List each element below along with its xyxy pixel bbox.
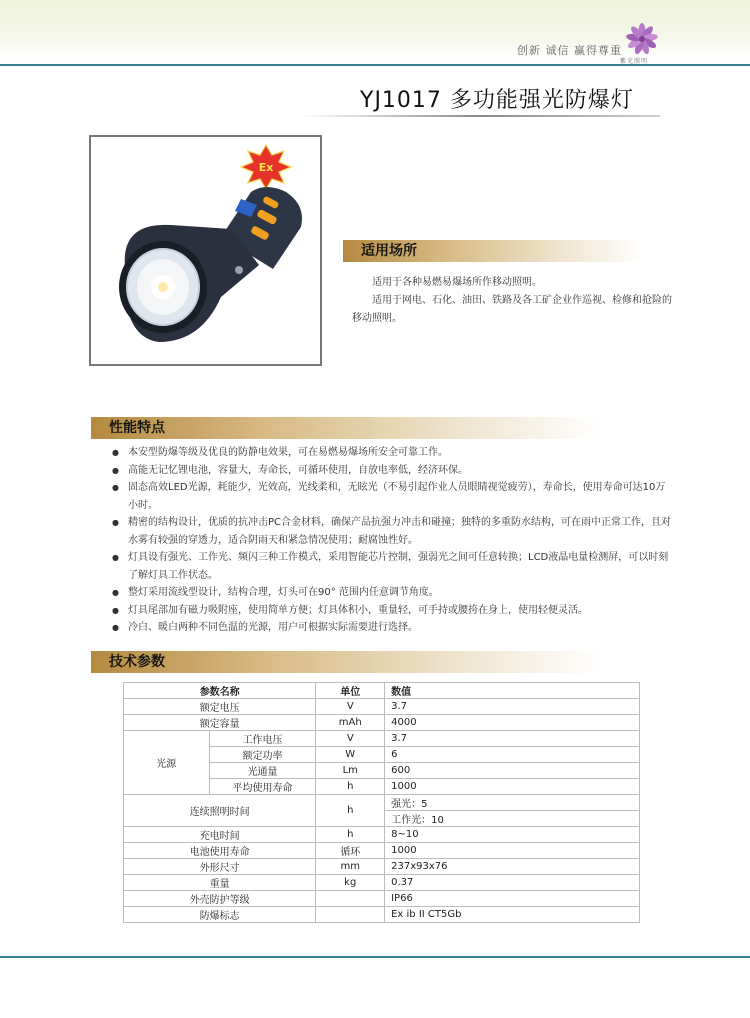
feature-item: ● 本安型防爆等级及优良的防静电效果，可在易燃易爆场所安全可靠工作。 [112, 444, 672, 462]
feature-item: ● 整灯采用流线型设计，结构合理，灯头可在90° 范围内任意调节角度。 [112, 584, 672, 602]
param-unit: V [316, 699, 385, 715]
param-value: 8~10 [385, 827, 640, 843]
param-name: 光通量 [209, 763, 316, 779]
param-value: 3.7 [385, 699, 640, 715]
footer-divider [0, 956, 750, 958]
spec-header-row [124, 683, 640, 699]
param-unit: Lm [316, 763, 385, 779]
feature-list [112, 444, 672, 637]
param-value-work: 工作光：10 [385, 811, 640, 827]
param-name: 平均使用寿命 [209, 779, 316, 795]
flower-logo-icon [625, 22, 659, 56]
feature-item: ● 高能无记忆锂电池，容量大，寿命长，可循环使用，自放电率低，经济环保。 [112, 462, 672, 480]
param-value: 4000 [385, 715, 640, 731]
param-unit: 循环 [316, 843, 385, 859]
spec-row-ip-rating [124, 891, 640, 907]
spec-table [123, 682, 640, 923]
param-name: 充电时间 [124, 827, 316, 843]
ex-badge-label: Ex [258, 161, 274, 174]
param-name: 额定电压 [124, 699, 316, 715]
param-unit: mm [316, 859, 385, 875]
section-heading-features [91, 417, 601, 439]
usage-description [352, 274, 672, 328]
header-unit: 单位 [316, 683, 385, 699]
param-value: 0.37 [385, 875, 640, 891]
param-value: 600 [385, 763, 640, 779]
param-name: 连续照明时间 [124, 795, 316, 827]
spec-row-battery-life [124, 843, 640, 859]
param-value: IP66 [385, 891, 640, 907]
param-unit: h [316, 795, 385, 827]
param-value: 1000 [385, 843, 640, 859]
param-unit [316, 891, 385, 907]
param-unit: V [316, 731, 385, 747]
param-value: 6 [385, 747, 640, 763]
param-unit: W [316, 747, 385, 763]
param-value: Ex ib II CT5Gb [385, 907, 640, 923]
spec-row-ex-mark [124, 907, 640, 923]
param-unit: h [316, 827, 385, 843]
brand-name: 紫光照明 [620, 58, 649, 65]
param-unit: mAh [316, 715, 385, 731]
param-value: 237x93x76 [385, 859, 640, 875]
param-name: 工作电压 [209, 731, 316, 747]
spec-row-working-voltage [124, 731, 640, 747]
feature-item: ● 精密的结构设计，优质的抗冲击PC合金材料，确保产品抗强力冲击和碰撞；独特的多重防水结构，可在雨中正常工作，且对水雾有较强的穿透力，适合阴雨天和紧急情况使用；耐腐蚀性好。 [112, 514, 672, 549]
section-heading-text: 技术参数 [109, 654, 165, 670]
param-value-strong: 强光：5 [385, 795, 640, 811]
param-group-light-source: 光源 [124, 731, 210, 795]
spec-row-rated-voltage [124, 699, 640, 715]
flashlight-image [91, 137, 320, 364]
param-value: 1000 [385, 779, 640, 795]
page-title: YJ1017 多功能强光防爆灯 [360, 88, 634, 113]
feature-item: ● 灯具设有强光、工作光、频闪三种工作模式，采用智能芯片控制，强弱光之间可任意转换；LCD液晶电量检测屏，可以时刻了解灯具工作状态。 [112, 549, 672, 584]
param-unit: kg [316, 875, 385, 891]
param-unit [316, 907, 385, 923]
param-name: 重量 [124, 875, 316, 891]
param-name: 外形尺寸 [124, 859, 316, 875]
feature-item: ● 灯具尾部加有磁力吸附座，使用简单方便；灯具体积小，重量轻，可手持或腰挎在身上，使用轻便灵活。 [112, 602, 672, 620]
spec-row-rated-capacity [124, 715, 640, 731]
usage-paragraph-1: 适用于各种易燃易爆场所作移动照明。 [372, 277, 542, 288]
header-value: 数值 [385, 683, 640, 699]
param-unit: h [316, 779, 385, 795]
spec-row-weight [124, 875, 640, 891]
param-name: 电池使用寿命 [124, 843, 316, 859]
param-value: 3.7 [385, 731, 640, 747]
param-name: 额定功率 [209, 747, 316, 763]
usage-paragraph-2: 适用于网电、石化、油田、铁路及各工矿企业作巡视、检修和抢险的移动照明。 [352, 295, 672, 324]
company-tagline: 创新 诚信 赢得尊重 [517, 44, 622, 57]
spec-row-charge-time [124, 827, 640, 843]
feature-item: ● 冷白、暖白两种不同色温的光源，用户可根据实际需要进行选择。 [112, 619, 672, 637]
feature-item: ● 固态高效LED光源，耗能少，光效高，光线柔和，无眩光（不易引起作业人员眼睛视觉疲劳），寿命长，使用寿命可达10万小时。 [112, 479, 672, 514]
product-photo [89, 135, 322, 366]
section-heading-text: 性能特点 [109, 420, 165, 436]
section-heading-spec [91, 651, 601, 673]
param-name: 外壳防护等级 [124, 891, 316, 907]
section-heading-usage [343, 240, 643, 262]
param-name: 额定容量 [124, 715, 316, 731]
section-heading-text: 适用场所 [361, 243, 417, 259]
param-name: 防爆标志 [124, 907, 316, 923]
spec-row-continuous-time [124, 795, 640, 811]
header-name: 参数名称 [124, 683, 316, 699]
spec-row-dimensions [124, 859, 640, 875]
title-underline [300, 115, 660, 117]
